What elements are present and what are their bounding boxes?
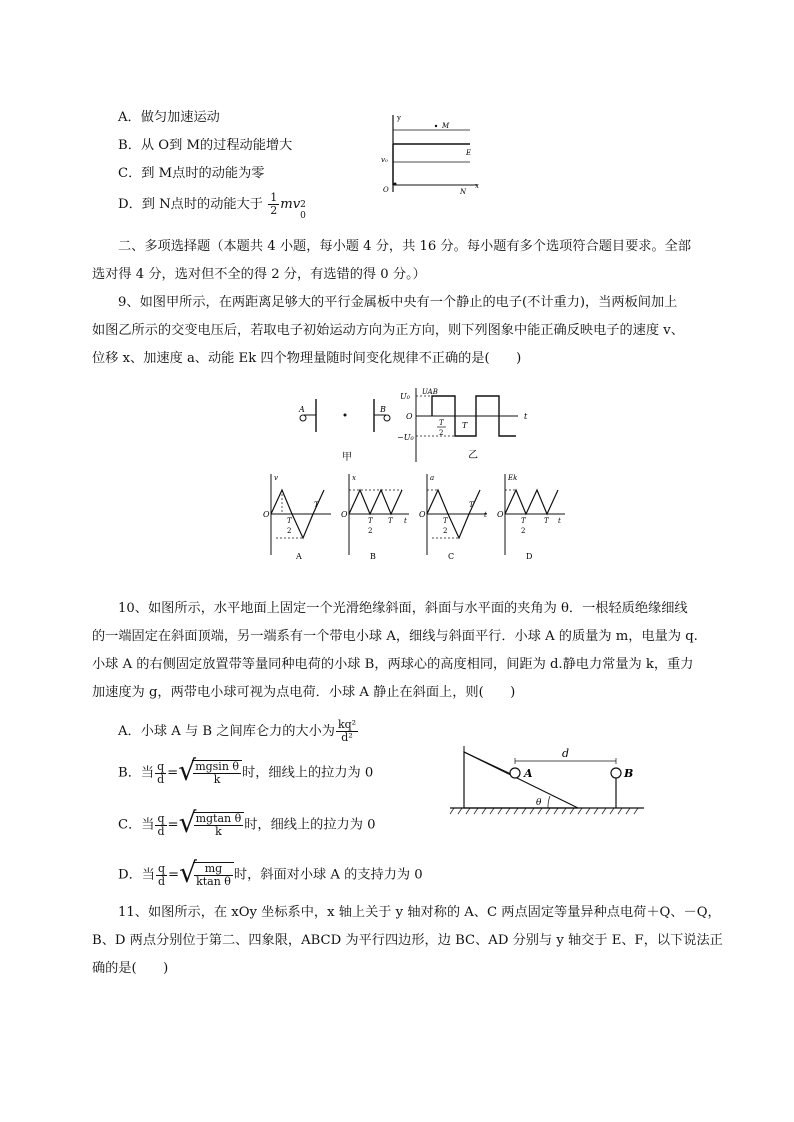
equals: = xyxy=(167,765,179,781)
label-t-den: 2 xyxy=(368,527,373,535)
graph-label-a: A xyxy=(296,552,302,561)
label-n: N xyxy=(460,188,467,196)
label-o: O xyxy=(497,510,504,519)
label-t-axis: t xyxy=(404,517,407,525)
frac-den: d xyxy=(157,824,165,838)
label-uab: UAB xyxy=(422,388,438,396)
label-u0: U₀ xyxy=(400,392,410,401)
q-over-d xyxy=(155,813,166,838)
frac-num: kq² xyxy=(337,718,357,731)
q10-option-d xyxy=(118,862,423,888)
frac-den: k xyxy=(213,773,221,786)
frac-den: d² xyxy=(341,731,353,744)
terminal-b xyxy=(384,415,390,421)
label-o: O xyxy=(383,186,389,194)
label-y: y xyxy=(397,114,401,122)
q10-line1: 10、如图所示，水平地面上固定一个光滑绝缘斜面，斜面与水平面的夹角为 θ．一根轻质绝缘细线 xyxy=(118,601,688,616)
label-ek: Ek xyxy=(508,474,518,482)
label-t-period: T xyxy=(462,421,468,430)
ball-a xyxy=(510,768,520,778)
q11-line3: 确的是( ) xyxy=(92,961,169,976)
label-a: a xyxy=(430,474,435,482)
caption-yi: 乙 xyxy=(468,450,478,461)
graph-label-b: B xyxy=(370,552,376,561)
graph-d xyxy=(497,474,565,561)
label-d: d xyxy=(562,747,570,760)
electron-dot xyxy=(344,414,347,417)
q8-option-b: B．从 O到 M的过程动能增大 xyxy=(118,138,293,153)
q8-option-d-prefix: D．到 N点时的动能大于 xyxy=(118,197,263,212)
label-v: v xyxy=(274,474,278,482)
frac-num: 1 xyxy=(270,191,278,204)
label-a: A xyxy=(299,405,305,414)
label-t-den: 2 xyxy=(439,429,444,437)
option-prefix: C．当 xyxy=(118,817,155,833)
radicand xyxy=(194,863,233,888)
q10-line3: 小球 A 的右侧固定放置带等量同种电荷的小球 B，两球心的高度相同，间距为 d.静电力常量为 k，重力 xyxy=(92,657,694,672)
section2-line1: 二、多项选择题（本题共 4 小题，每小题 4 分，共 16 分。每小题有多个选项符合题目要求。全部 xyxy=(118,239,692,254)
option-suffix: 时，斜面对小球 A 的支持力为 0 xyxy=(233,867,423,883)
graph-label-d: D xyxy=(526,552,533,561)
label-t-axis: t xyxy=(558,517,561,525)
q10-line2: 的一端固定在斜面顶端，另一端系有一个带电小球 A，细线与斜面平行．小球 A 的质量为 m，电量为 q. xyxy=(92,629,698,644)
label-t-den: 2 xyxy=(521,527,526,535)
graph-a xyxy=(263,474,331,561)
q8-option-c: C．到 M点时的动能为零 xyxy=(118,166,265,181)
label-t-den: 2 xyxy=(443,527,448,535)
label-t-num: T xyxy=(368,517,373,525)
q-over-d xyxy=(156,863,167,888)
frac-den: d xyxy=(157,874,165,888)
frac-den: ktan θ xyxy=(196,875,231,888)
q9-line3: 位移 x、加速度 a、动能 Ek 四个物理量随时间变化规律不正确的是( ) xyxy=(92,351,522,366)
sqrt xyxy=(179,812,245,838)
option-prefix: D．当 xyxy=(118,867,155,883)
frac-num: √ mgsin θ xyxy=(195,760,240,773)
q8-option-d xyxy=(118,191,308,221)
coulomb-fraction xyxy=(336,719,358,744)
q11-line1: 11、如图所示，在 xOy 坐标系中，x 轴上关于 y 轴对称的 A、C 两点固定等量异种点电荷＋Q、－Q， xyxy=(118,905,721,920)
ball-b xyxy=(611,768,621,778)
q9-figure-jia xyxy=(296,394,396,464)
frac-num: √ mgtan θ xyxy=(195,812,242,825)
q8-option-d-fraction xyxy=(268,192,279,217)
frac-den: d xyxy=(157,772,165,786)
origin-dot xyxy=(394,183,397,186)
label-t-num: T xyxy=(521,517,526,525)
q8-option-a: A．做匀加速运动 xyxy=(118,110,220,125)
terminal-a xyxy=(300,415,306,421)
q11-line2: B、D 两点分别位于第二、四象限，ABCD 为平行四边形，边 BC、AD 分别与 y 轴交于 E、F，以下说法正 xyxy=(92,933,723,948)
label-b: B xyxy=(380,405,386,414)
angle-arc xyxy=(548,796,550,808)
label-o: O xyxy=(341,510,348,519)
label-b: B xyxy=(624,767,634,780)
sqrt xyxy=(179,862,234,888)
label-t-num: T xyxy=(443,517,448,525)
option-suffix: 时，细线上的拉力为 0 xyxy=(244,817,376,833)
curve xyxy=(349,490,402,514)
label-o: O xyxy=(406,412,413,421)
label-o: O xyxy=(419,510,426,519)
section2-line2: 选对得 4 分，选对但不全的得 2 分，有选错的得 0 分。） xyxy=(92,267,426,282)
equals: = xyxy=(167,817,179,833)
string xyxy=(464,752,511,774)
q-over-d xyxy=(155,761,166,786)
equals: = xyxy=(168,867,180,883)
option-suffix: 时，细线上的拉力为 0 xyxy=(242,765,374,781)
q10-line4: 加速度为 g，两带电小球可视为点电荷．小球 A 静止在斜面上，则( ) xyxy=(92,685,516,700)
label-m: M xyxy=(442,122,450,130)
q10-option-b xyxy=(118,760,373,786)
graph-c xyxy=(419,474,487,561)
q10-figure xyxy=(448,744,648,816)
radicand xyxy=(193,761,241,786)
caption-jia: 甲 xyxy=(342,452,352,463)
graph-label-c: C xyxy=(448,552,455,561)
label-t-den: 2 xyxy=(287,527,292,535)
sqrt xyxy=(178,760,242,786)
frac-den: k xyxy=(215,825,222,838)
q9-answer-graphs xyxy=(256,470,568,562)
q10-option-c xyxy=(118,812,376,838)
label-a: A xyxy=(524,767,533,780)
label-v0: v₀ xyxy=(381,156,388,164)
label-t: T xyxy=(314,501,319,509)
label-x: x xyxy=(475,182,479,190)
label-o: O xyxy=(263,510,270,519)
label-t: T xyxy=(388,517,393,525)
q9-line2: 如图乙所示的交变电压后，若取电子初始运动方向为正方向，则下列图象中能正确反映电子的速度 v、 xyxy=(92,323,684,338)
frac-num: q xyxy=(157,811,165,825)
q9-figure-yi xyxy=(396,384,536,464)
label-theta: θ xyxy=(536,798,542,808)
label-t-num: T xyxy=(439,419,444,427)
point-m xyxy=(435,125,437,127)
q10-option-a xyxy=(118,719,359,744)
label-t-num: T xyxy=(287,517,292,525)
curve xyxy=(505,490,558,514)
sup: 2 xyxy=(300,200,306,210)
label-t-axis: t xyxy=(484,511,487,519)
option-prefix: B．当 xyxy=(118,765,155,781)
frac-num: √ mg xyxy=(194,863,233,876)
frac-num: q xyxy=(157,861,165,875)
option-a-prefix: A．小球 A 与 B 之间库仑力的大小为 xyxy=(118,724,335,739)
q9-line1: 9、如图甲所示，在两距离足够大的平行金属板中央有一个静止的电子(不计重力)，当两板间加上 xyxy=(118,295,678,310)
frac-den: 2 xyxy=(270,204,278,217)
label-t: T xyxy=(544,517,549,525)
sub: 0 xyxy=(300,211,306,221)
label-t: t xyxy=(524,412,528,421)
label-x: x xyxy=(352,474,356,482)
label-e: E xyxy=(466,149,472,157)
label-t: T xyxy=(469,501,474,509)
ground-hatch xyxy=(450,808,638,814)
graph-b xyxy=(341,474,409,561)
q8-option-d-expr: mv xyxy=(280,197,301,212)
q8-figure xyxy=(378,110,488,200)
label-neg-u0: −U₀ xyxy=(397,433,414,442)
radicand xyxy=(194,813,244,838)
frac-num: q xyxy=(157,759,165,773)
